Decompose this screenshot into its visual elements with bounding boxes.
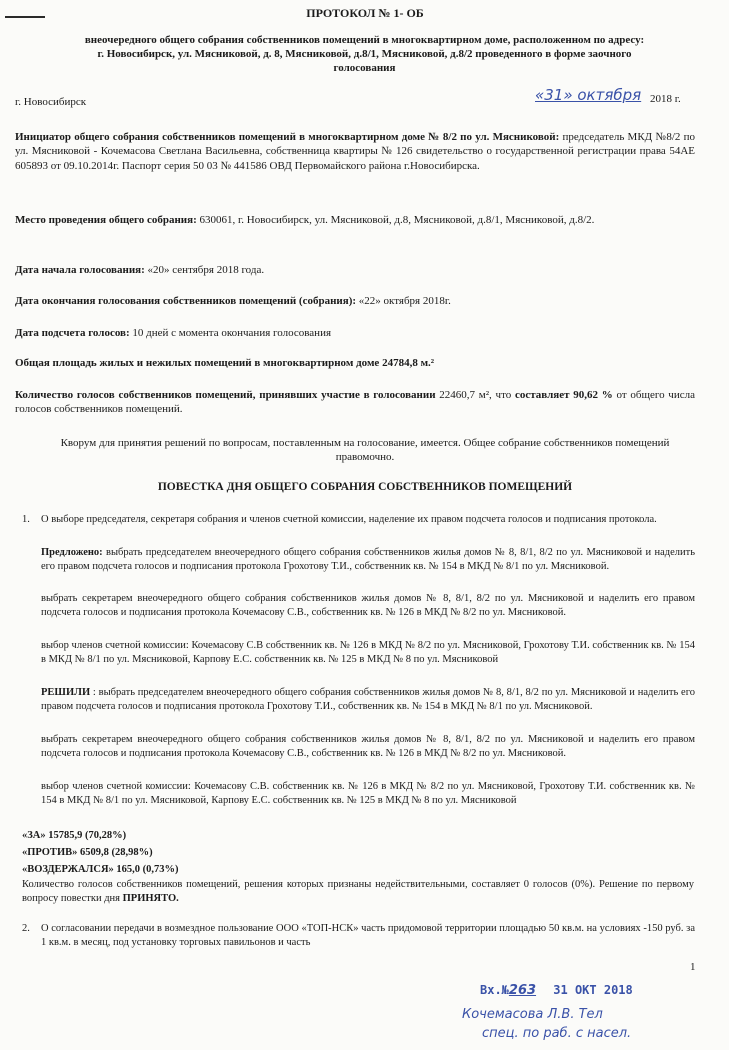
start-date-text: «20» сентября 2018 года.	[144, 264, 265, 276]
item1-proposed-commission: выбор членов счетной комиссии: Кочемасову С.В собственник кв. № 126 в МКД № 8/2 по ул. Мясниковой, Грохотову Т.И. собственник кв. № 154 в МКД № 8/1 по ул. Мясниковой, Карпову Е.С. собственник кв. № 125 в МКД № 8 по ул. Мясниковой	[41, 640, 695, 666]
end-date-label: Дата окончания голосования собственников помещений (собрания):	[15, 295, 357, 307]
votes-paragraph	[15, 388, 695, 417]
subtitle-line: внеочередного общего собрания собственников помещений в многоквартирном доме, расположенном по адресу:	[84, 34, 645, 46]
initiator-text: председатель МКД №8/2 по ул. Мясниковой - Кочемасова Светлана Васильевна, собственница квартиры № 126 свидетельство о государственной регистрации права 54АЕ 605893 от 09.10.2014г. Паспорт серия 50 03 № 441586 ОВД Первомайского района г.Новосибирска.	[15, 131, 695, 172]
item1-proposed	[41, 546, 695, 574]
votes-tail: от общего числа голосов собственников помещений.	[15, 389, 695, 416]
invalid-votes-text: Количество голосов собственников помещений, решения которых признаны недействительными, составляет 0 голосов (0%). Решение по первому вопросу повестки дня	[22, 879, 694, 905]
end-date	[15, 294, 695, 308]
votes-label: Количество голосов собственников помещений, принявших участие в голосовании	[15, 389, 436, 401]
item1-decided	[41, 686, 695, 714]
item1-result	[22, 878, 694, 906]
quorum-statement: Кворум для принятия решений по вопросам, поставленным на голосование, имеется. Общее собрание собственников помещений правомочно.	[60, 437, 670, 464]
incoming-label: Вх.№	[480, 983, 509, 997]
end-date-text: «22» октября 2018г.	[356, 295, 451, 307]
stamp-date: 31 ОКТ 2018	[553, 983, 633, 997]
place-label: Место проведения общего собрания:	[15, 214, 197, 226]
handwritten-note-name: Кочемасова Л.В. Тел	[462, 1007, 603, 1022]
count-date	[15, 326, 695, 340]
vote-against: «ПРОТИВ» 6509,8 (28,98%)	[22, 847, 153, 858]
decided-label: РЕШИЛИ	[41, 687, 91, 698]
city: г. Новосибирск	[15, 96, 87, 108]
vote-for: «ЗА» 15785,9 (70,28%)	[22, 830, 127, 841]
votes-label2: составляет	[514, 389, 570, 401]
count-date-label: Дата подсчета голосов:	[15, 327, 130, 339]
margin-mark	[5, 16, 45, 18]
item1-proposed-secretary: выбрать секретарем внеочередного общего собрания собственников жилья домов № 8, 8/1, 8/2 по ул. Мясниковой и наделить его правом подсчета голосов и подписания протокола Кочемасову С.В., собственник кв. № 126 в МКД № 8/2 по ул. Мясниковой.	[41, 593, 695, 619]
item1-decided-commission: выбор членов счетной комиссии: Кочемасову С.В. собственник кв. № 126 в МКД № 8/2 по ул. Мясниковой, Грохотову Т.И. собственник кв. № 154 в МКД № 8/1 по ул. Мясниковой, Карпову Е.С. собственник кв. № 125 в МКД № 8 по ул. Мясниковой	[41, 781, 695, 807]
item2-text: О согласовании передачи в возмездное пользование ООО «ТОП-НСК» часть придомовой территории площадью 50 кв.м. на условиях -150 руб. за 1 кв.м. в месяц, под установку торговых павильонов и часть	[41, 923, 695, 949]
item1-number: 1.	[22, 514, 30, 525]
item1-text: О выборе председателя, секретаря собрания и членов счетной комиссии, наделение их правом подсчета голосов и подписания протокола.	[41, 514, 657, 525]
initiator-paragraph	[15, 130, 695, 173]
start-date	[15, 263, 695, 277]
document-subtitle	[20, 33, 709, 75]
agenda-title: ПОВЕСТКА ДНЯ ОБЩЕГО СОБРАНИЯ СОБСТВЕННИКОВ ПОМЕЩЕНИЙ	[157, 481, 573, 493]
page-number: 1	[690, 961, 696, 973]
date-year: 2018 г.	[650, 93, 681, 105]
place-text: 630061, г. Новосибирск, ул. Мясниковой, д.8, Мясниковой, д.8/1, Мясниковой, д.8/2.	[196, 214, 595, 226]
count-date-text: 10 дней с момента окончания голосования	[129, 327, 332, 339]
votes-percent: 90,62 %	[569, 389, 613, 401]
accepted-label: ПРИНЯТО.	[122, 893, 179, 905]
meeting-place	[15, 213, 695, 227]
document-title: ПРОТОКОЛ № 1- ОБ	[306, 6, 424, 20]
proposed-label: Предложено:	[41, 547, 103, 558]
incoming-stamp	[480, 983, 633, 998]
handwritten-note-role: спец. по раб. с насел.	[482, 1026, 632, 1041]
total-area: Общая площадь жилых и нежилых помещений в многоквартирном доме 24784,8 м.²	[15, 357, 435, 369]
subtitle-line: голосования	[333, 62, 396, 74]
incoming-number: 263	[508, 983, 537, 998]
proposed-text: выбрать председателем внеочередного общего собрания собственников жилья домов № 8, 8/1, 8/2 по ул. Мясниковой и наделить его правом подсчета голосов и подписания протокола Грохотову Т.И., собственник кв. № 154 в МКД № 8/1 по ул. Мясниковой.	[41, 547, 695, 573]
start-date-label: Дата начала голосования:	[15, 264, 145, 276]
votes-value: 22460,7 м², что	[435, 389, 515, 401]
item1-decided-secretary: выбрать секретарем внеочередного общего собрания собственников жилья домов № 8, 8/1, 8/2 по ул. Мясниковой и наделить его правом подсчета голосов и подписания протокола Кочемасову С.В., собственник кв. № 126 в МКД № 8/2 по ул. Мясниковой.	[41, 734, 695, 760]
decided-text: : выбрать председателем внеочередного общего собрания собственников жилья домов № 8, 8/1, 8/2 по ул. Мясниковой и наделить его правом подсчета голосов и подписания протокола Грохотову Т.И., собственник кв. № 154 в МКД № 8/1 по ул. Мясниковой.	[41, 687, 695, 713]
item2-number: 2.	[22, 923, 30, 934]
subtitle-line: г. Новосибирск, ул. Мясниковой, д. 8, Мясниковой, д.8/1, Мясниковой, д.8/2 проведенного в форме заочного	[97, 48, 632, 60]
handwritten-date: «31» октября	[535, 86, 642, 104]
vote-abstain: «ВОЗДЕРЖАЛСЯ» 165,0 (0,73%)	[22, 864, 179, 875]
initiator-label: Инициатор общего собрания собственников помещений в многоквартирном доме № 8/2 по ул. Мясниковой:	[15, 131, 560, 143]
